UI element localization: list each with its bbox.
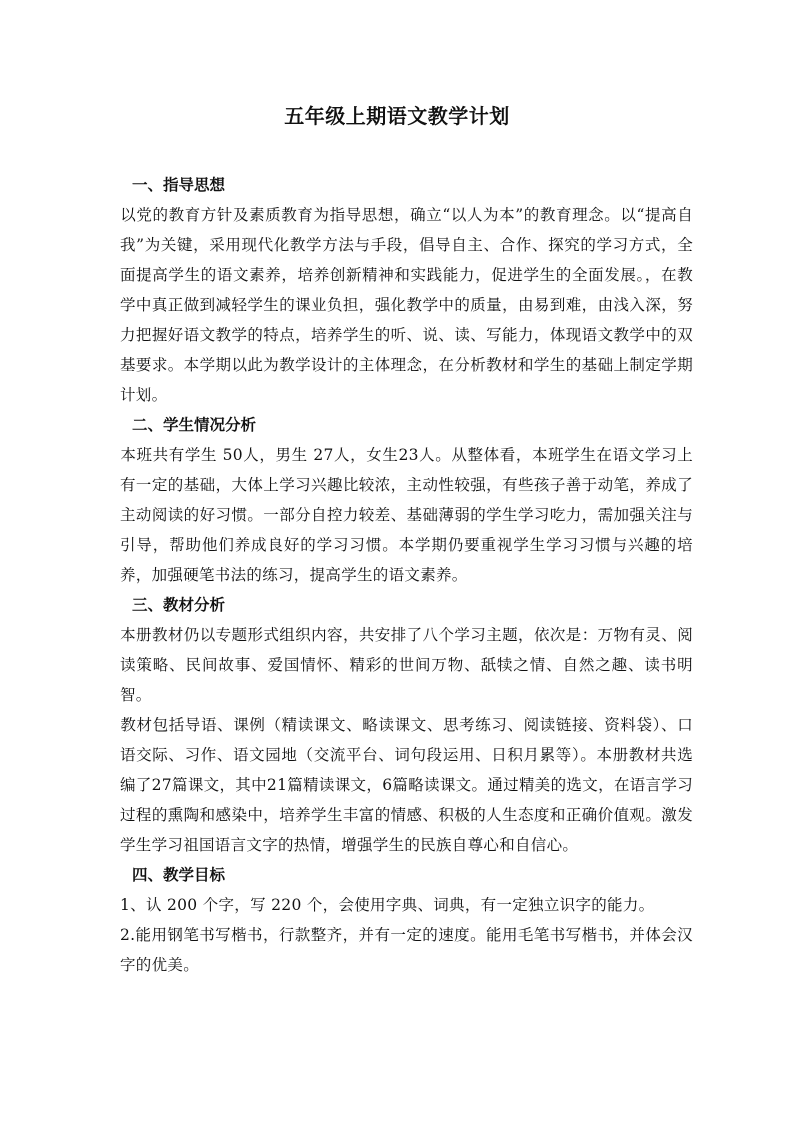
document-title: 五年级上期语文教学计划 [284, 104, 510, 128]
section-teaching-goals [120, 860, 693, 980]
paragraph [120, 440, 693, 590]
paragraph-text: 本册教材仍以专题形式组织内容，共安排了八个学习主题，依次是：万物有灵、阅读策略、民间故事、爱国情怀、精彩的世间万物、舐犊之情、自然之趣、读书明智。 [120, 626, 693, 704]
paragraph-text: 本班共有学生 50人，男生 27人，女生23人。从整体看，本班学生在语文学习上有一定的基础，大体上学习兴趣比较浓，主动性较强，有些孩子善于动笔，养成了主动阅读的好习惯。一部分自控力较差、基础薄弱的学生学习吃力，需加强关注与引导，帮助他们养成良好的学习习惯。本学期仍要重视学生学习习惯与兴趣的培养，加强硬笔书法的练习，提高学生的语文素养。 [120, 446, 693, 584]
paragraph-text: 教材包括导语、课例（精读课文、略读课文、思考练习、阅读链接、资料袋）、口语交际、习作、语文园地（交流平台、词句段运用、日积月累等）。本册教材共选编了27篇课文，其中21篇精读课文，6篇略读课文。通过精美的选文，在语言学习过程的熏陶和感染中，培养学生丰富的情感、积极的人生态度和正确价值观。激发学生学习祖国语言文字的热情，增强学生的民族自尊心和自信心。 [120, 716, 693, 854]
section-heading: 四、教学目标 [132, 866, 226, 884]
section-heading: 二、学生情况分析 [132, 416, 257, 434]
paragraph [120, 200, 693, 410]
document-body [120, 170, 693, 980]
paragraph [120, 920, 693, 980]
section-heading: 一、指导思想 [132, 176, 226, 194]
paragraph-text: 1、认 200 个字，写 220 个，会使用字典、词典，有一定独立识字的能力。 [120, 896, 655, 914]
paragraph-text: 2.能用钢笔书写楷书，行款整齐，并有一定的速度。能用毛笔书写楷书，并体会汉字的优美。 [120, 926, 693, 974]
section-heading: 三、教材分析 [132, 596, 226, 614]
paragraph [120, 620, 693, 710]
paragraph [120, 710, 693, 860]
paragraph-text: 以党的教育方针及素质教育为指导思想，确立“以人为本”的教育理念。以“提高自我”为关键，采用现代化教学方法与手段，倡导自主、合作、探究的学习方式，全面提高学生的语文素养，培养创新精神和实践能力，促进学生的全面发展。，在教学中真正做到减轻学生的课业负担，强化教学中的质量，由易到难，由浅入深，努力把握好语文教学的特点，培养学生的听、说、读、写能力，体现语文教学中的双基要求。本学期以此为教学设计的主体理念，在分析教材和学生的基础上制定学期计划。 [120, 206, 693, 404]
section-student-analysis [120, 410, 693, 590]
section-guiding-thought [120, 170, 693, 410]
paragraph [120, 890, 693, 920]
section-textbook-analysis [120, 590, 693, 860]
